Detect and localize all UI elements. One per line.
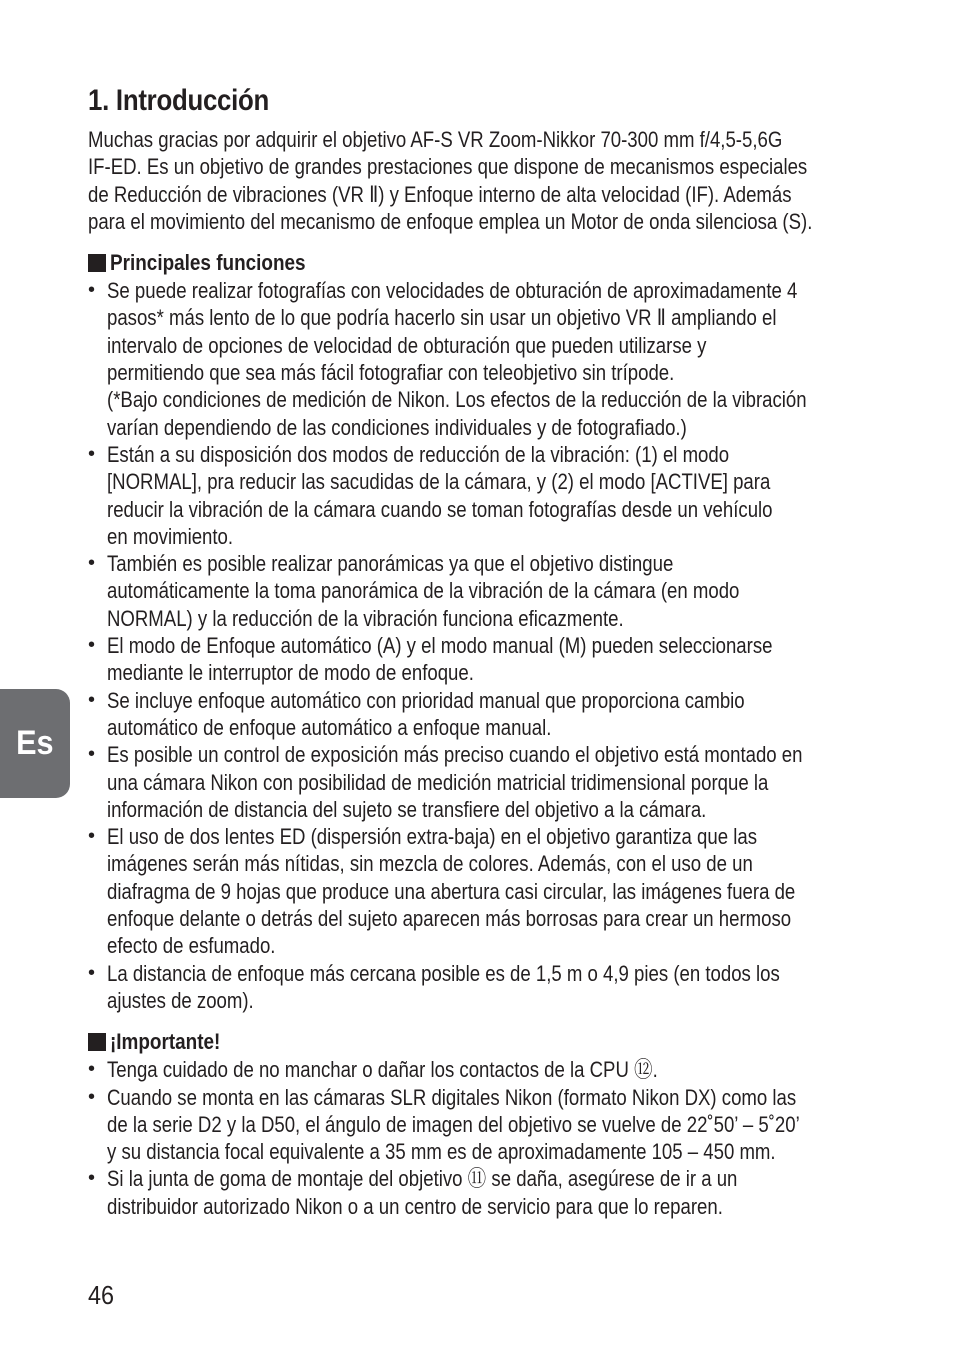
list-item-line: una cámara Nikon con posibilidad de medición matricial tridimensional porque la bbox=[107, 769, 769, 795]
list-item-line: diafragma de 9 hojas que produce una abertura casi circular, las imágenes fuera de bbox=[107, 878, 796, 904]
list-item-line: intervalo de opciones de velocidad de obturación que pueden utilizarse y bbox=[107, 332, 707, 358]
page-content bbox=[88, 82, 900, 1220]
bullet-icon: • bbox=[88, 634, 96, 657]
bullet-icon: • bbox=[88, 825, 96, 848]
list-item-line: en movimiento. bbox=[107, 523, 234, 549]
list-item-line: enfoque delante o detrás del sujeto aparecen más borrosas para crear un hermoso bbox=[107, 906, 792, 932]
list-item bbox=[88, 632, 900, 687]
bullet-icon: • bbox=[88, 1085, 96, 1108]
page-title: 1. Introducción bbox=[88, 84, 270, 117]
list-item bbox=[88, 823, 900, 959]
list-item-line: Se puede realizar fotografías con velocidades de obturación de aproximadamente 4 bbox=[107, 278, 798, 304]
list-item-line: Están a su disposición dos modos de reducción de la vibración: (1) el modo bbox=[107, 441, 730, 467]
language-tab bbox=[0, 689, 70, 798]
bullet-icon: • bbox=[88, 688, 96, 711]
bullet-icon: • bbox=[88, 743, 96, 766]
list-item-line: de la serie D2 y la D50, el ángulo de imagen del objetivo se vuelve de 22˚50’ – 5˚20’ bbox=[107, 1111, 800, 1137]
list-item-line: varían dependiendo de las condiciones individuales y de fotografiado.) bbox=[107, 414, 687, 440]
list-item bbox=[88, 687, 900, 742]
list-item-line: El uso de dos lentes ED (dispersión extra-baja) en el objetivo garantiza que las bbox=[107, 824, 757, 850]
list-item-line: permitiendo que sea más fácil fotografiar con teleobjetivo sin trípode. bbox=[107, 360, 675, 386]
section-heading-text: ¡Importante! bbox=[110, 1029, 221, 1055]
list-item-line: efecto de esfumado. bbox=[107, 933, 276, 959]
intro-line: IF-ED. Es un objetivo de grandes prestaciones que dispone de mecanismos especiales bbox=[88, 154, 808, 180]
list-item-line: Es posible un control de exposición más preciso cuando el objetivo está montado en bbox=[107, 742, 803, 768]
list-item-line: También es posible realizar panorámicas ya que el objetivo distingue bbox=[107, 551, 674, 577]
list-item-line: mediante le interruptor de modo de enfoque. bbox=[107, 660, 474, 686]
intro-paragraph bbox=[88, 126, 900, 235]
page-number: 46 bbox=[88, 1280, 115, 1310]
list-item-line: y su distancia focal equivalente a 35 mm es de aproximadamente 105 – 450 mm. bbox=[107, 1139, 776, 1165]
list-item bbox=[88, 741, 900, 823]
list-item bbox=[88, 960, 900, 1015]
important-list bbox=[88, 1056, 900, 1220]
bullet-icon: • bbox=[88, 442, 96, 465]
bullet-icon: • bbox=[88, 552, 96, 575]
section-heading-importante bbox=[88, 1028, 900, 1056]
list-item-line: distribuidor autorizado Nikon o a un centro de servicio para que lo reparen. bbox=[107, 1193, 723, 1219]
section-heading-principales bbox=[88, 249, 900, 277]
bullet-icon: • bbox=[88, 961, 96, 984]
list-item-line: ajustes de zoom). bbox=[107, 987, 254, 1013]
list-item-line: automático de enfoque automático a enfoque manual. bbox=[107, 714, 552, 740]
list-item-line: Tenga cuidado de no manchar o dañar los contactos de la CPU ⑫. bbox=[107, 1057, 658, 1083]
list-item-line: pasos* más lento de lo que podría hacerlo sin usar un objetivo VR Ⅱ ampliando el bbox=[107, 305, 777, 331]
list-item-line: (*Bajo condiciones de medición de Nikon. Los efectos de la reducción de la vibración bbox=[107, 387, 807, 413]
features-list bbox=[88, 277, 900, 1014]
list-item-line: [NORMAL], pra reducir las sacudidas de la cámara, y (2) el modo [ACTIVE] para bbox=[107, 469, 771, 495]
list-item-line: Si la junta de goma de montaje del objetivo ⑪ se daña, asegúrese de ir a un bbox=[107, 1166, 738, 1192]
list-item bbox=[88, 1165, 900, 1220]
bullet-icon: • bbox=[88, 1058, 96, 1081]
list-item bbox=[88, 1056, 900, 1083]
list-item bbox=[88, 277, 900, 441]
list-item bbox=[88, 550, 900, 632]
list-item-line: La distancia de enfoque más cercana posible es de 1,5 m o 4,9 pies (en todos los bbox=[107, 960, 780, 986]
intro-line: para el movimiento del mecanismo de enfoque emplea un Motor de onda silenciosa (S). bbox=[88, 208, 813, 234]
square-bullet-icon bbox=[88, 254, 106, 272]
list-item-line: NORMAL) y la reducción de la vibración funciona eficazmente. bbox=[107, 605, 624, 631]
list-item-line: automáticamente la toma panorámica de la vibración de la cámara (en modo bbox=[107, 578, 740, 604]
list-item-line: información de distancia del sujeto se transfiere del objetivo a la cámara. bbox=[107, 796, 707, 822]
bullet-icon: • bbox=[88, 1167, 96, 1190]
list-item-line: imágenes serán más nítidas, sin mezcla de colores. Además, con el uso de un bbox=[107, 851, 753, 877]
list-item-line: El modo de Enfoque automático (A) y el modo manual (M) pueden seleccionarse bbox=[107, 633, 773, 659]
list-item bbox=[88, 1084, 900, 1166]
section-heading-text: Principales funciones bbox=[110, 250, 306, 276]
bullet-icon: • bbox=[88, 279, 96, 302]
intro-line: Muchas gracias por adquirir el objetivo AF-S VR Zoom-Nikkor 70-300 mm f/4,5-5,6G bbox=[88, 127, 783, 152]
list-item bbox=[88, 441, 900, 550]
list-item-line: Cuando se monta en las cámaras SLR digitales Nikon (formato Nikon DX) como las bbox=[107, 1084, 797, 1110]
list-item-line: reducir la vibración de la cámara cuando se toman fotografías desde un vehículo bbox=[107, 496, 773, 522]
intro-line: de Reducción de vibraciones (VR Ⅱ) y Enfoque interno de alta velocidad (IF). Además bbox=[88, 181, 792, 207]
language-tab-label: Es bbox=[16, 724, 54, 762]
square-bullet-icon bbox=[88, 1033, 106, 1051]
list-item-line: Se incluye enfoque automático con prioridad manual que proporciona cambio bbox=[107, 687, 745, 713]
